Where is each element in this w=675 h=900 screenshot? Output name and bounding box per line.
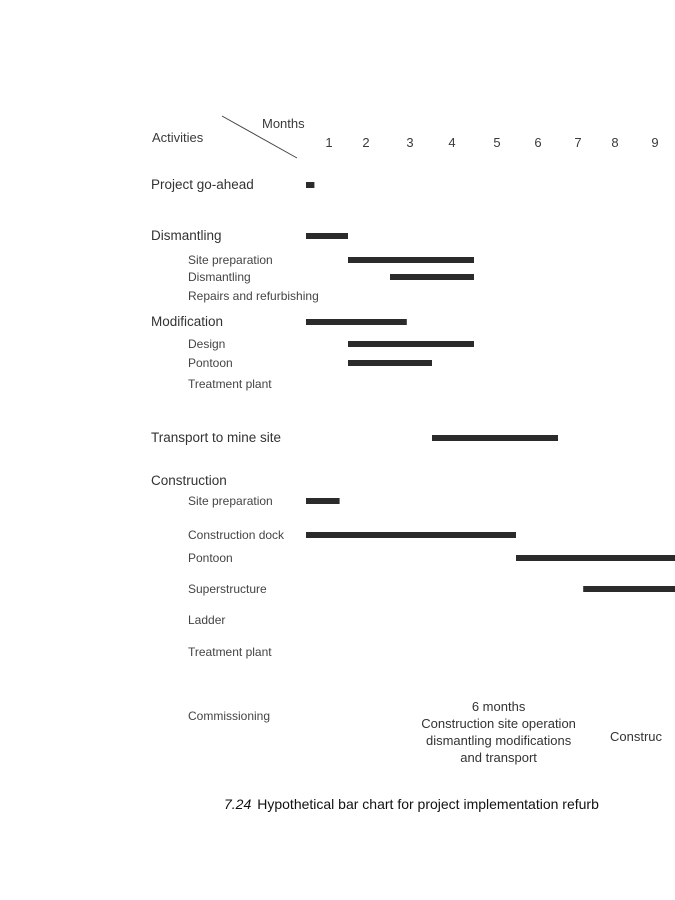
activity-bars [306,182,675,592]
sub-activity-label: Construction dock [188,528,285,542]
sub-activity-label: Pontoon [188,356,233,370]
caption-text: Hypothetical bar chart for project implementation refurb [257,796,599,812]
annotation-line: and transport [460,750,537,765]
annotation-line: Construc [610,729,663,744]
month-tick-labels [325,135,658,150]
activity-bar [390,274,474,280]
sub-activity-label: Pontoon [188,551,233,565]
activity-label: Project go-ahead [151,177,254,192]
sub-activity-label: Superstructure [188,582,267,596]
header-months-label: Months [262,116,305,131]
sub-activity-label: Treatment plant [188,645,272,659]
activity-label: Dismantling [151,228,222,243]
activity-bar [306,532,516,538]
month-tick-1: 1 [325,135,333,150]
phase-annotations [421,699,662,765]
month-tick-2: 2 [362,135,370,150]
sub-activity-label: Repairs and refurbishing [188,289,319,303]
month-tick-4: 4 [448,135,456,150]
sub-activity-label: Design [188,337,226,351]
month-tick-7: 7 [574,135,582,150]
figure-caption [224,796,599,812]
sub-activity-label: Ladder [188,613,226,627]
activity-label: Transport to mine site [151,430,282,445]
activity-bar [348,257,474,263]
activity-bar [306,498,340,504]
month-tick-5: 5 [493,135,501,150]
caption-number: 7.24 [224,796,252,812]
activity-label: Construction [151,473,227,488]
chart-header [152,116,305,158]
annotation-line: Construction site operation [421,716,576,731]
sub-activity-label: Dismantling [188,270,251,284]
activity-bar [348,341,474,347]
activity-bar [306,233,348,239]
activity-bar [306,319,407,325]
activity-bar [583,586,675,592]
month-tick-9: 9 [651,135,659,150]
sub-activity-label: Commissioning [188,709,271,723]
sub-activity-label: Site preparation [188,253,273,267]
activity-bar [432,435,558,441]
activity-bar [348,360,432,366]
month-tick-3: 3 [406,135,414,150]
annotation-line: dismantling modifications [425,733,572,748]
month-tick-8: 8 [611,135,619,150]
month-tick-6: 6 [534,135,542,150]
sub-activity-label: Treatment plant [188,377,272,391]
activity-bar [516,555,675,561]
activity-label: Modification [151,314,224,329]
activity-bar [306,182,314,188]
header-activities-label: Activities [152,130,204,145]
annotation-line: 6 months [471,699,526,714]
sub-activity-label: Site preparation [188,494,273,508]
activity-labels [151,177,319,723]
